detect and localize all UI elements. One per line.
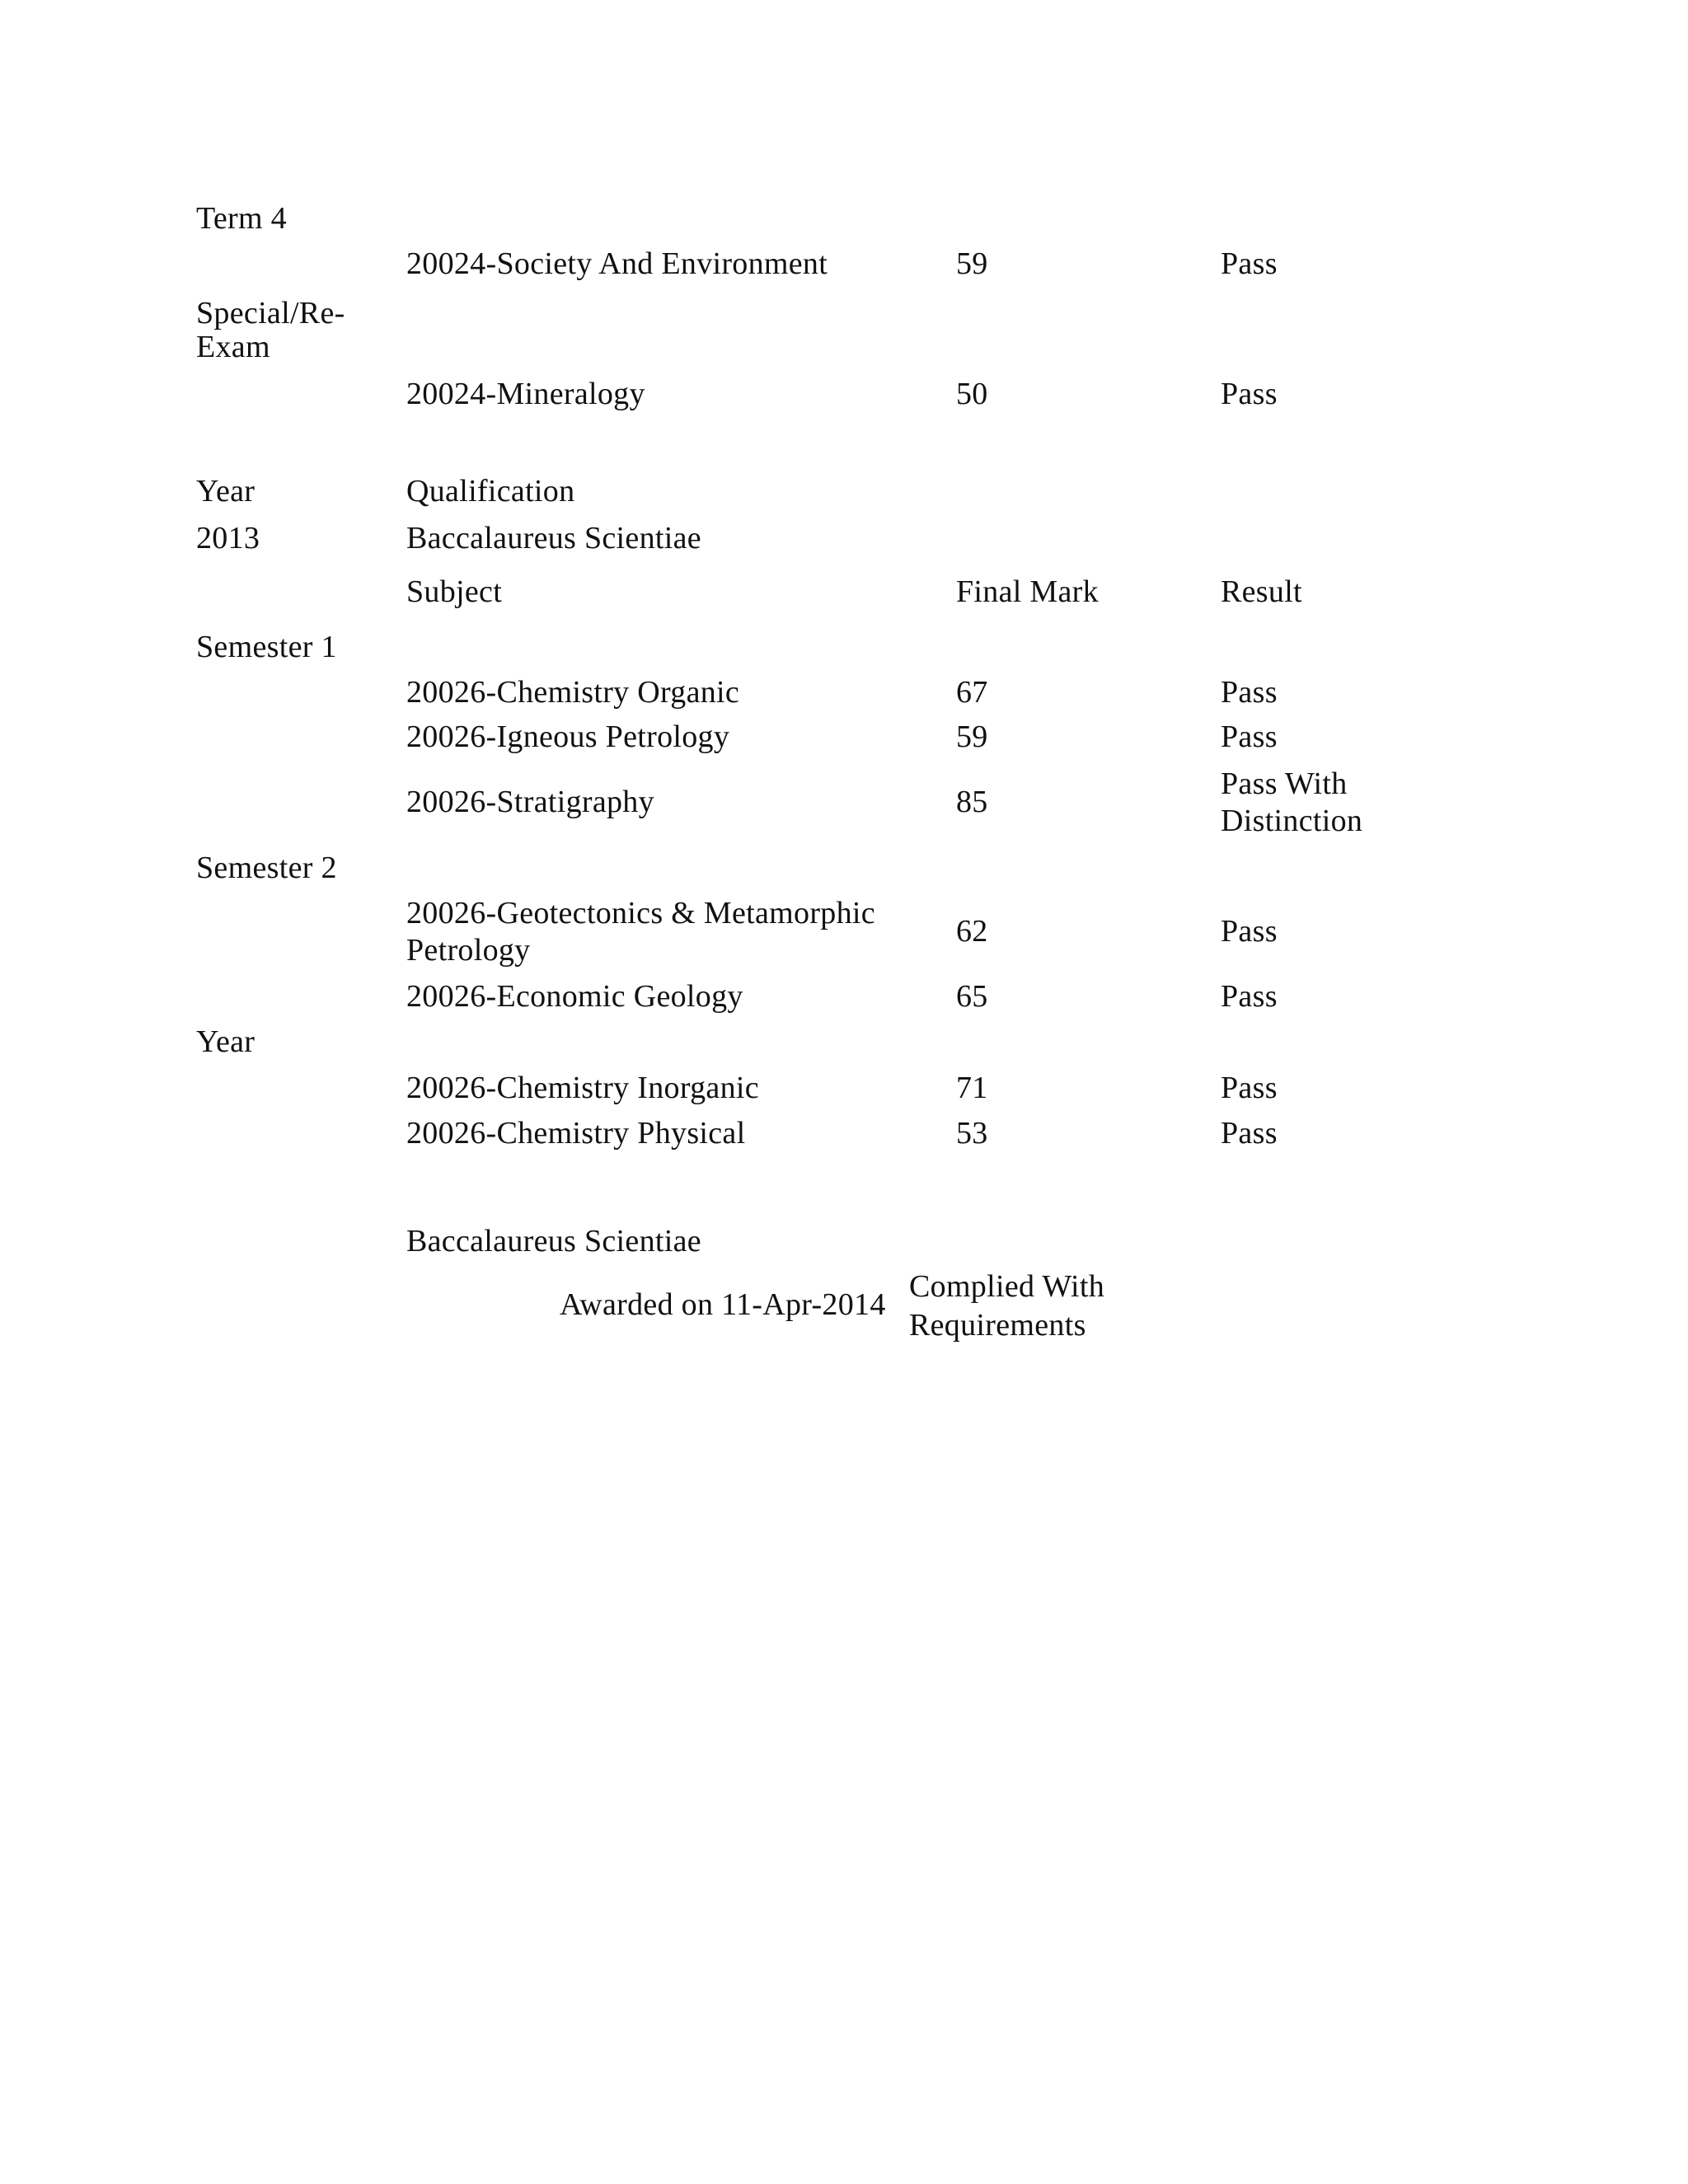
result-cell: Pass [1221, 719, 1278, 754]
mark-cell: 67 [956, 675, 988, 710]
subject-cell: 20026-Igneous Petrology [406, 719, 730, 754]
result-cell: Pass [1221, 1071, 1278, 1105]
subject-cell: 20026-Economic Geology [406, 979, 743, 1014]
award-status-line2: Requirements [909, 1308, 1086, 1343]
qualification-header: Qualification [406, 474, 575, 509]
awarded-date: Awarded on 11-Apr-2014 [560, 1287, 886, 1322]
result-cell: Pass [1221, 377, 1278, 411]
mark-cell: 71 [956, 1071, 988, 1105]
mark-cell: 59 [956, 246, 988, 281]
term-label: Term 4 [196, 201, 287, 236]
subject-cell: 20026-Chemistry Physical [406, 1116, 746, 1151]
mark-cell: 62 [956, 914, 988, 949]
mark-cell: 85 [956, 785, 988, 819]
semester-label: Semester 2 [196, 851, 337, 885]
semester-label: Semester 1 [196, 630, 337, 664]
subject-cell: 20026-Chemistry Inorganic [406, 1071, 759, 1105]
column-header-result: Result [1221, 574, 1302, 609]
column-header-final-mark: Final Mark [956, 574, 1099, 609]
subject-cell: 20026-Chemistry Organic [406, 675, 740, 710]
result-cell-line2: Distinction [1221, 804, 1363, 838]
subject-cell: 20024-Society And Environment [406, 246, 828, 281]
year-value: 2013 [196, 521, 260, 555]
subject-cell-line1: 20026-Geotectonics & Metamorphic [406, 896, 875, 930]
result-cell: Pass [1221, 675, 1278, 710]
result-cell: Pass [1221, 246, 1278, 281]
subject-cell: 20026-Stratigraphy [406, 785, 654, 819]
subject-cell-line2: Petrology [406, 933, 531, 968]
special-label-line2: Exam [196, 330, 270, 364]
mark-cell: 65 [956, 979, 988, 1014]
mark-cell: 50 [956, 377, 988, 411]
year-block-label: Year [196, 1024, 256, 1059]
award-status-line1: Complied With [909, 1269, 1105, 1304]
mark-cell: 53 [956, 1116, 988, 1151]
awarded-qualification: Baccalaureus Scientiae [406, 1224, 701, 1258]
result-cell: Pass [1221, 914, 1278, 949]
special-label-line1: Special/Re- [196, 296, 345, 330]
mark-cell: 59 [956, 719, 988, 754]
result-cell: Pass [1221, 979, 1278, 1014]
year-header: Year [196, 474, 256, 509]
qualification-value: Baccalaureus Scientiae [406, 521, 701, 555]
result-cell-line1: Pass With [1221, 766, 1348, 801]
result-cell: Pass [1221, 1116, 1278, 1151]
column-header-subject: Subject [406, 574, 503, 609]
subject-cell: 20024-Mineralogy [406, 377, 645, 411]
